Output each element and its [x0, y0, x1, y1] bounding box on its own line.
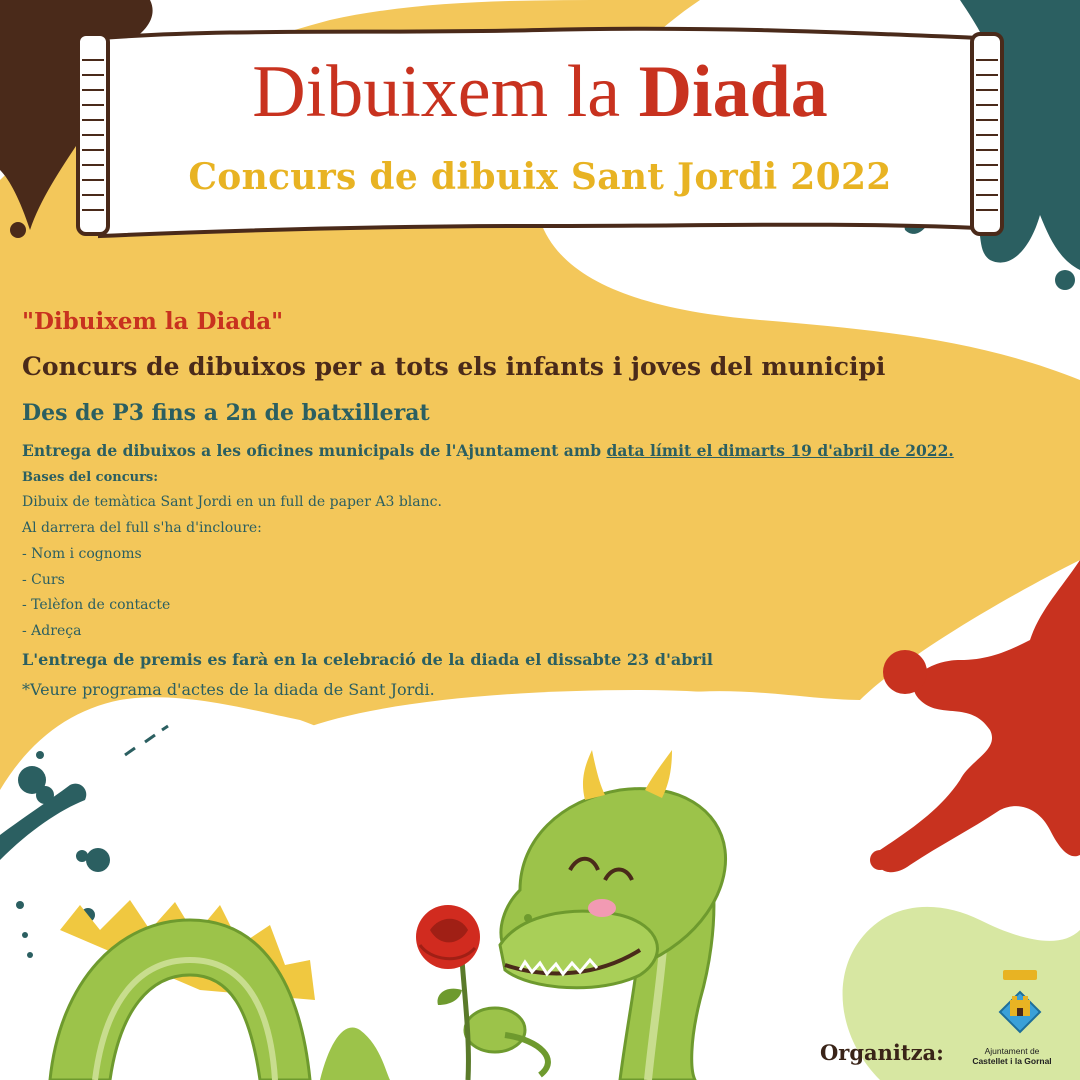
grade-range: Des de P3 fins a 2n de batxillerat [22, 400, 430, 426]
municipality-logo-text [970, 1047, 1054, 1067]
bases-line: - Telèfon de contacte [22, 597, 171, 613]
delivery-text: Entrega de dibuixos a les oficines municipals de l'Ajuntament amb [22, 441, 607, 460]
bases-line: Al darrera del full s'ha d'incloure: [22, 520, 262, 536]
logo-line-2: Castellet i la Gornal [972, 1055, 1052, 1066]
bases-line: - Curs [22, 572, 65, 588]
bases-line: - Adreça [22, 623, 82, 639]
banner-subtitle: Concurs de dibuix Sant Jordi 2022 [188, 156, 892, 198]
headline: Concurs de dibuixos per a tots els infants i joves del municipi [22, 352, 886, 381]
quote-title: "Dibuixem la Diada" [22, 308, 284, 335]
bases-title: Bases del concurs: [22, 470, 159, 485]
bases-line: - Nom i cognoms [22, 546, 142, 562]
prizes-info: L'entrega de premis es farà en la celebració de la diada el dissabte 23 d'abril [22, 650, 713, 669]
delivery-info [22, 441, 954, 460]
program-note: *Veure programa d'actes de la diada de Sant Jordi. [22, 680, 435, 699]
title-regular: Dibuixem la [252, 51, 621, 133]
title-bold: Diada [638, 51, 828, 133]
delivery-deadline: data límit el dimarts 19 d'abril de 2022. [606, 441, 954, 460]
bases-line: Dibuix de temàtica Sant Jordi en un full de paper A3 blanc. [22, 494, 442, 510]
banner-title [0, 52, 1080, 133]
organizer-label: Organitza: [820, 1040, 944, 1065]
logo-line-1: Ajuntament de [984, 1046, 1040, 1056]
